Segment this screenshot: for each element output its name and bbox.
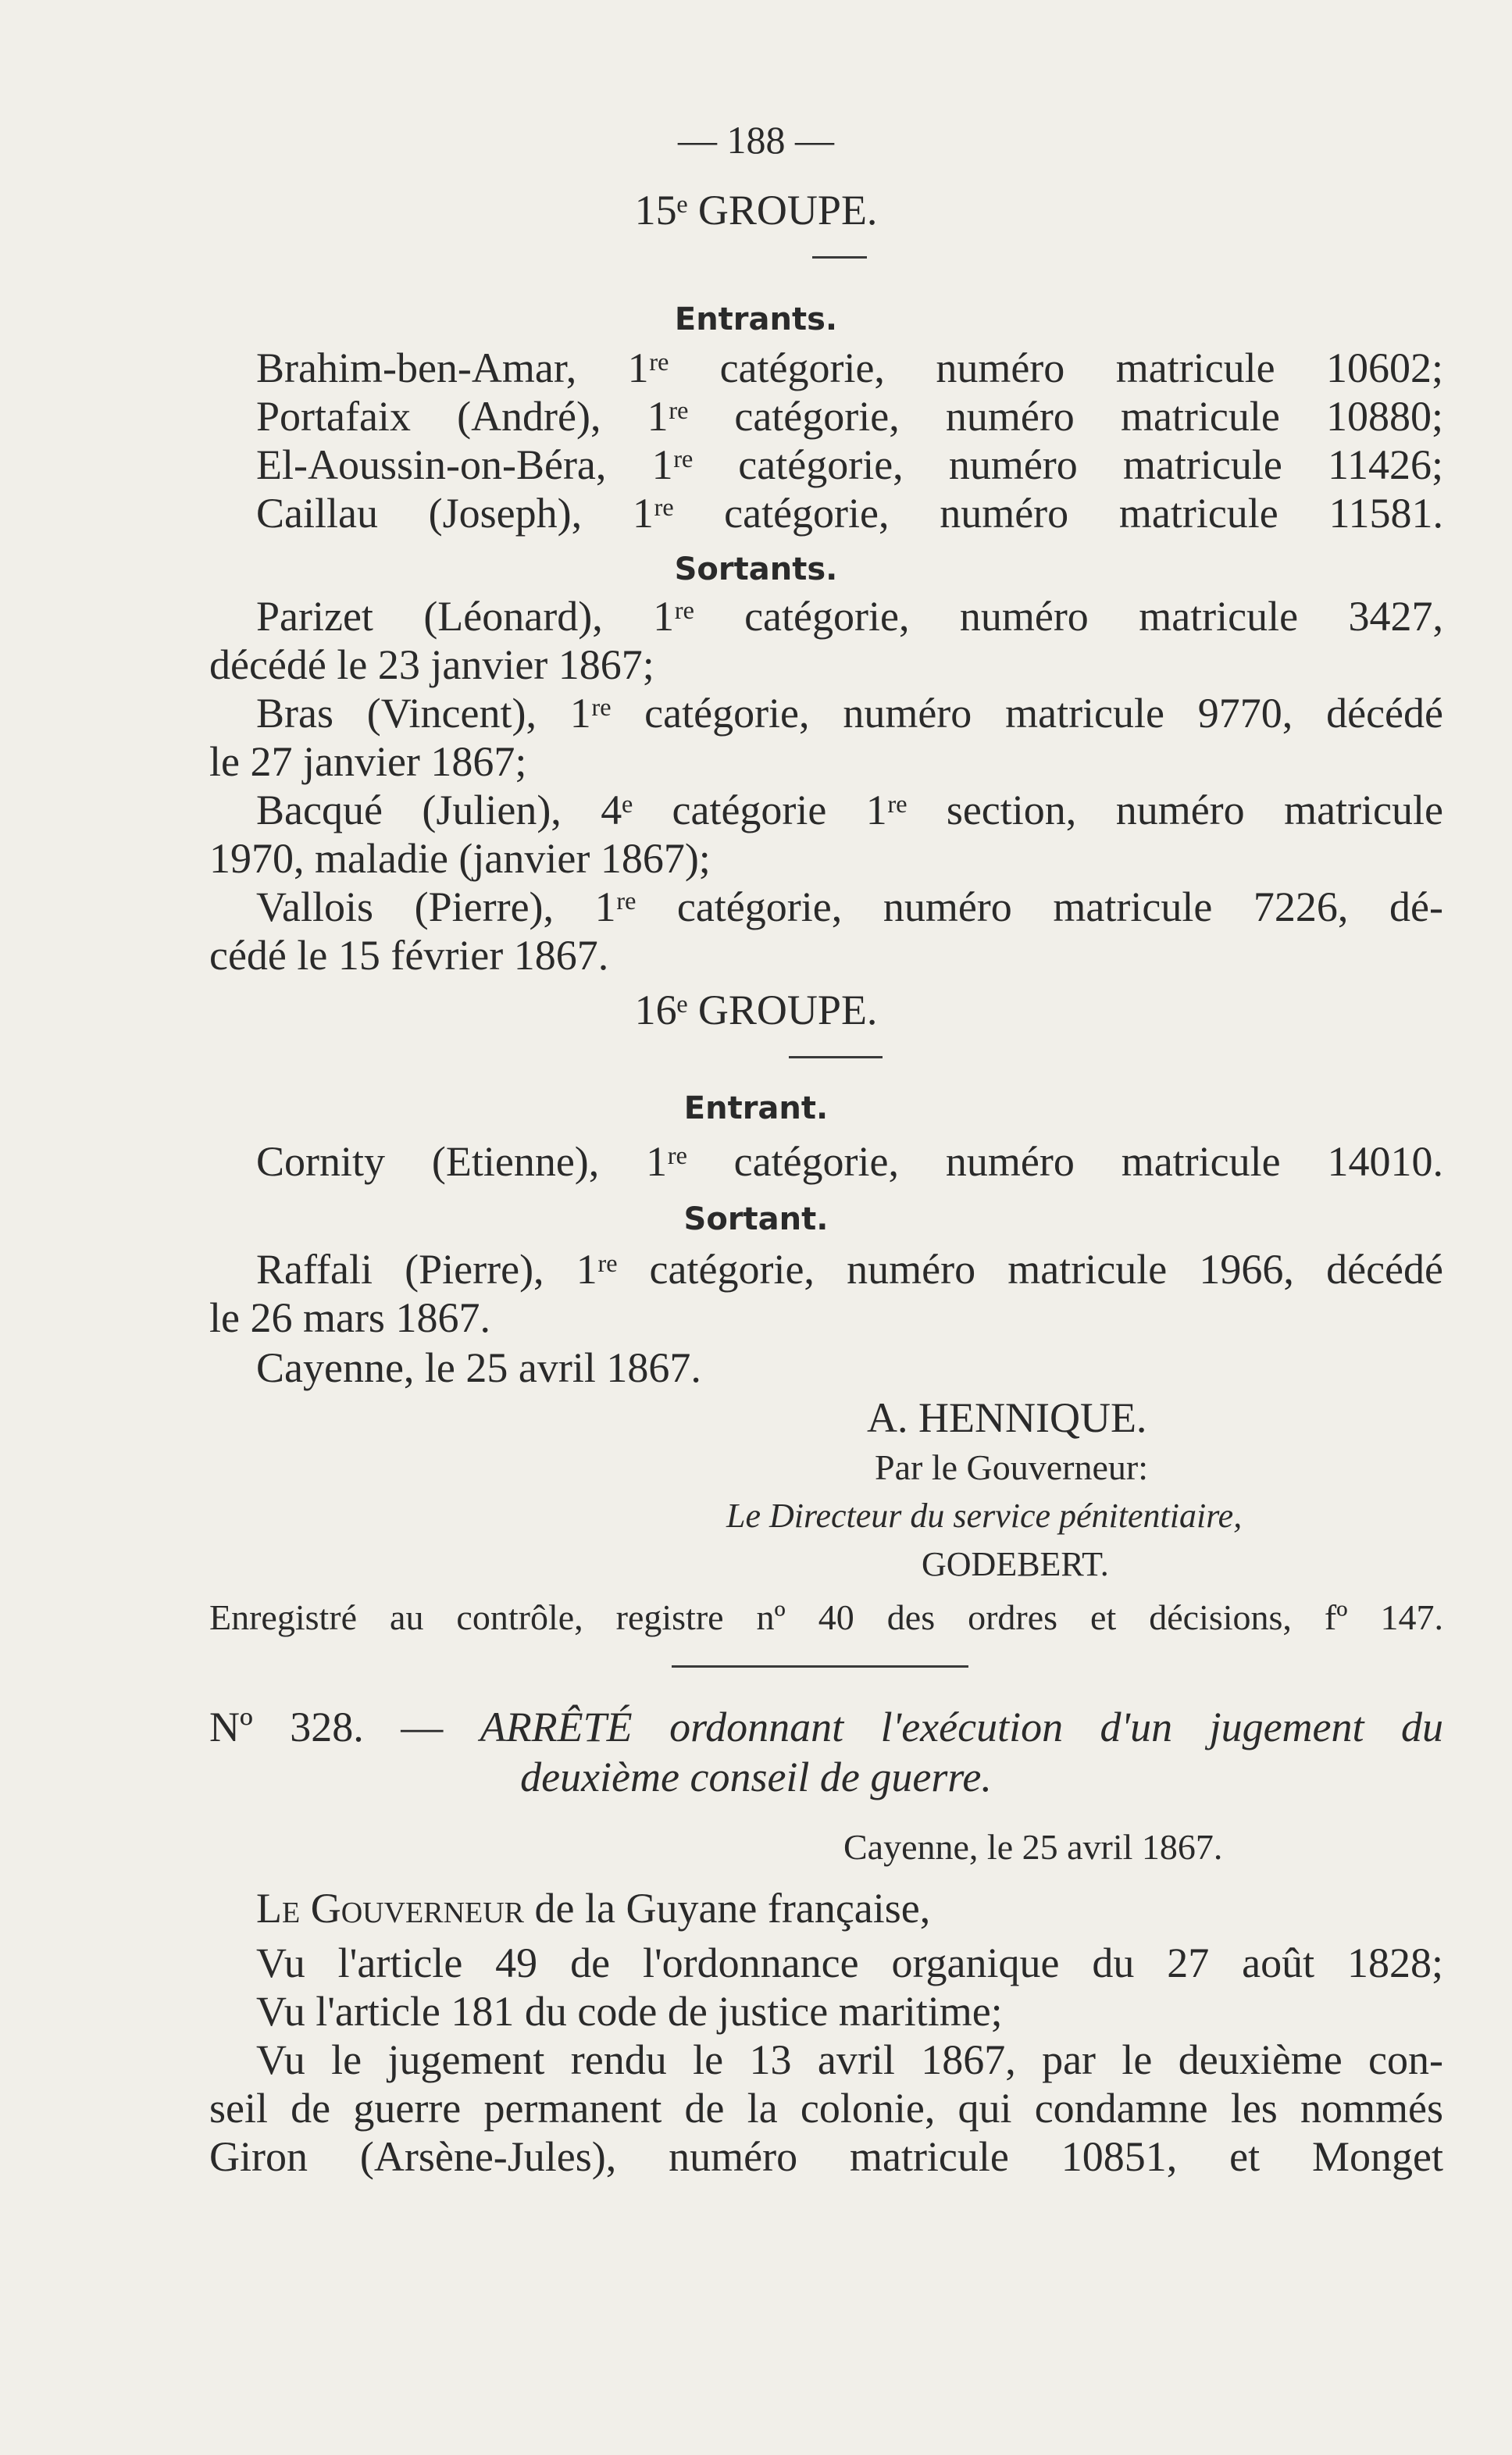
arrete-title: ARRÊTÉ ordonnant l'exécution d'un jugement du	[480, 1704, 1444, 1750]
directeur-name: GODEBERT.	[922, 1545, 1109, 1583]
vu-line: Vu le jugement rendu le 13 avril 1867, par le deuxième con-	[256, 2036, 1443, 2083]
enregistrement-note: Enregistré au contrôle, registre nº 40 des ordres et décisions, fº 147.	[209, 1597, 1443, 1637]
entrant-line: El-Aoussin-on-Béra, 1ʳᵉ catégorie, numéro matricule 11426;	[256, 441, 1443, 488]
vu-line: Vu l'article 181 du code de justice maritime;	[256, 1988, 1003, 2035]
entrant-heading: Entrant.	[683, 1090, 829, 1126]
arrete-number: Nº 328. —	[209, 1704, 444, 1750]
sortants-heading: Sortants.	[674, 551, 838, 587]
vu-line: Giron (Arsène-Jules), numéro matricule 10851, et Monget	[209, 2133, 1443, 2180]
arrete-title-line	[209, 1703, 1443, 1751]
group-16-title: 16ᵉ GROUPE.	[634, 987, 878, 1033]
vu-line: Vu l'article 49 de l'ordonnance organique du 27 août 1828;	[256, 1939, 1443, 1986]
par-le-gouverneur: Par le Gouverneur:	[875, 1447, 1148, 1487]
sortant-line: Bras (Vincent), 1ʳᵉ catégorie, numéro matricule 9770, décédé	[256, 690, 1443, 737]
entrant-line: Portafaix (André), 1ʳᵉ catégorie, numéro matricule 10880;	[256, 393, 1443, 440]
divider-rule	[812, 256, 867, 259]
sortant-line: Parizet (Léonard), 1ʳᵉ catégorie, numéro matricule 3427,	[256, 593, 1443, 640]
entrants-heading: Entrants.	[674, 302, 838, 337]
sortant-line: le 27 janvier 1867;	[209, 738, 527, 785]
sortant-line: cédé le 15 février 1867.	[209, 932, 609, 979]
page-number: — 188 —	[678, 118, 834, 162]
sortant-heading: Sortant.	[683, 1201, 829, 1237]
gouverneur-line	[256, 1884, 1443, 1932]
place-date: Cayenne, le 25 avril 1867.	[256, 1344, 701, 1391]
sortant-line: le 26 mars 1867.	[209, 1294, 490, 1341]
sortant-line: Bacqué (Julien), 4ᵉ catégorie 1ʳᵉ section, numéro matricule	[256, 787, 1443, 833]
sortant-line: Vallois (Pierre), 1ʳᵉ catégorie, numéro matricule 7226, dé-	[256, 883, 1443, 930]
sortant-line: Raffali (Pierre), 1ʳᵉ catégorie, numéro matricule 1966, décédé	[256, 1246, 1443, 1293]
vu-line: seil de guerre permanent de la colonie, qui condamne les nommés	[209, 2085, 1443, 2132]
group-15-title: 15ᵉ GROUPE.	[634, 187, 878, 234]
entrant-line: Caillau (Joseph), 1ʳᵉ catégorie, numéro matricule 11581.	[256, 490, 1443, 537]
arrete-date: Cayenne, le 25 avril 1867.	[843, 1827, 1223, 1867]
gouverneur-rest: de la Guyane française,	[534, 1885, 931, 1932]
arrete-title-line-2: deuxième conseil de guerre.	[520, 1754, 992, 1800]
section-divider	[672, 1665, 968, 1668]
entrant-line: Cornity (Etienne), 1ʳᵉ catégorie, numéro matricule 14010.	[256, 1138, 1443, 1185]
sortant-line: 1970, maladie (janvier 1867);	[209, 835, 711, 882]
sortant-line: décédé le 23 janvier 1867;	[209, 641, 654, 688]
gouverneur-label: Le Gouverneur	[256, 1885, 525, 1932]
signature-name: A. HENNIQUE.	[867, 1394, 1147, 1441]
divider-rule	[789, 1056, 883, 1058]
entrant-line: Brahim-ben-Amar, 1ʳᵉ catégorie, numéro matricule 10602;	[256, 344, 1443, 391]
directeur-title: Le Directeur du service pénitentiaire,	[726, 1497, 1243, 1535]
